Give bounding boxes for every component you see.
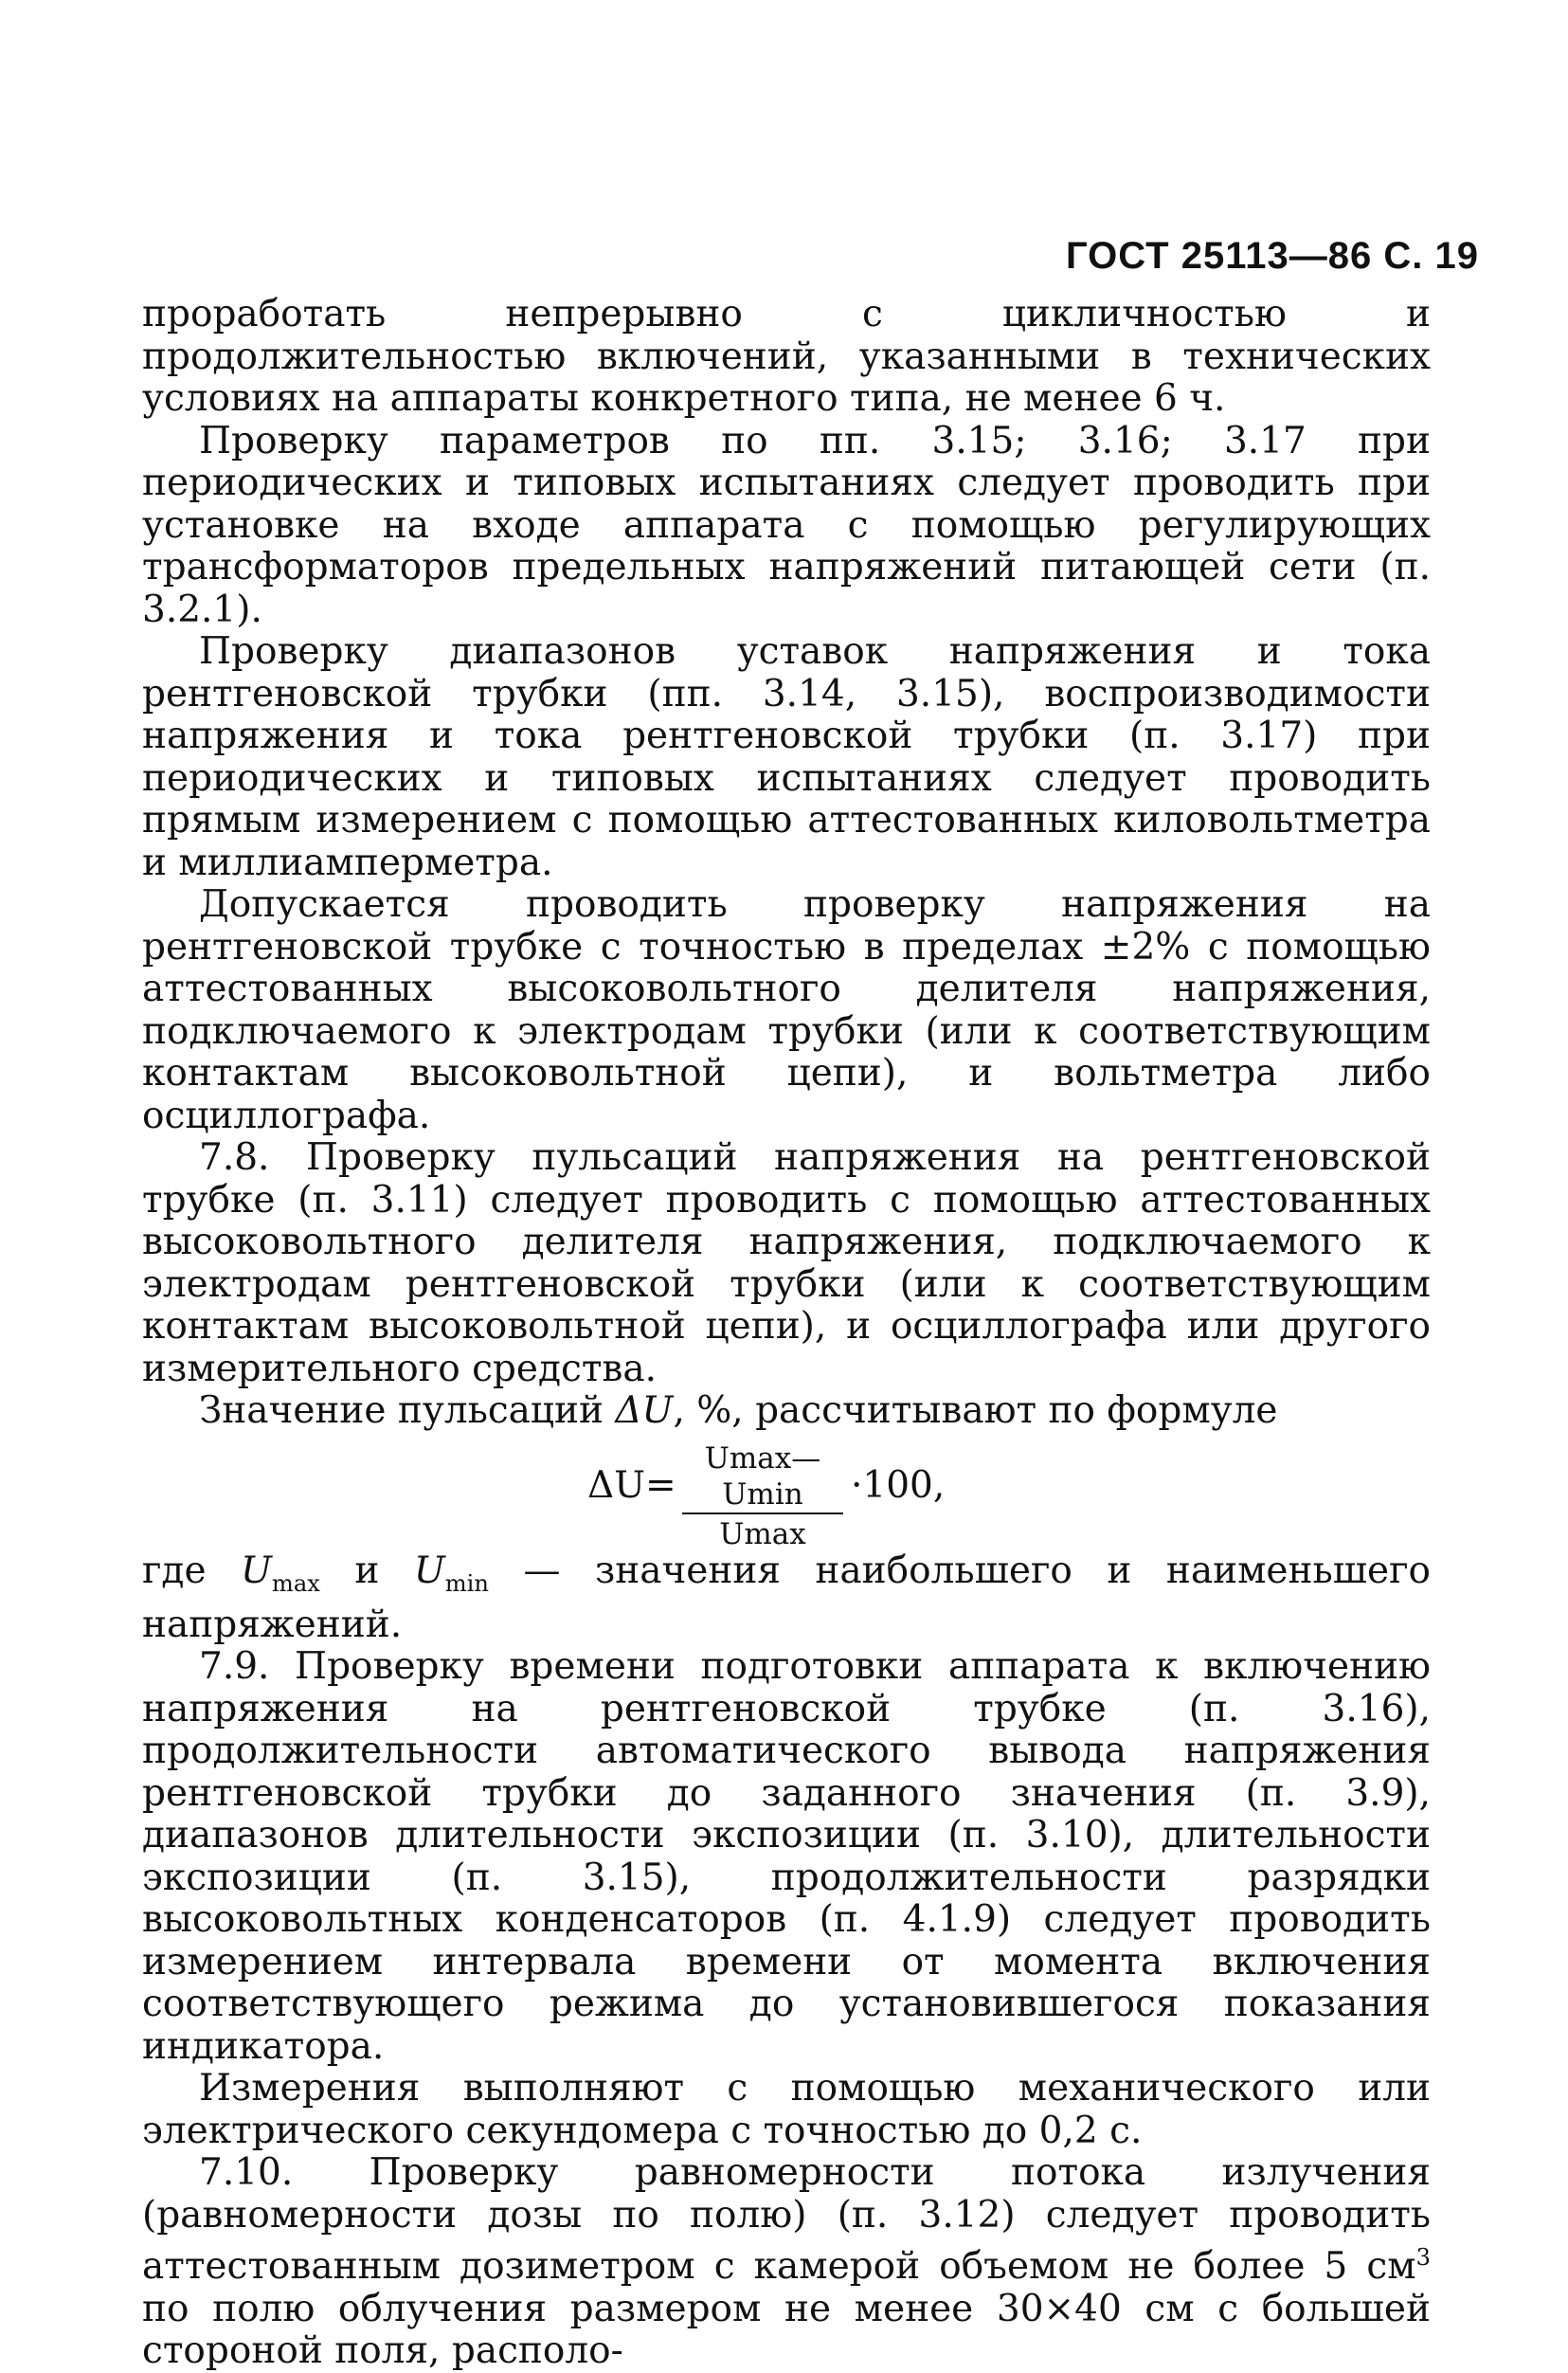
formula-fraction [682,1440,843,1554]
paragraph-ranges-check: Проверку диапазонов уставок напряжения и тока рентгеновской трубки (пп. 3.14, 3.15), воспроизводимости напряжения и тока рентгеновской трубки (п. 3.17) при периодических и типовых испытаниях следует проводить прямым измерением с помощью аттестованных киловольтметра и миллиамперметра. [142,630,1431,884]
delta-u-variable: ΔU [615,1389,674,1432]
page-header: ГОСТ 25113—86 С. 19 [1066,235,1479,277]
formula-lhs: ΔU= [587,1463,676,1507]
formula-rhs: ·100, [851,1463,946,1507]
paragraph-pulsation-formula-intro: Значение пульсаций ΔU, %, рассчитывают по формуле [199,1389,1278,1432]
paragraph-voltage-accuracy: Допускается проводить проверку напряжения на рентгеновской трубке с точностью в пределах ±2% с помощью аттестованных высоковольтного делителя напряжения, подключаемого к электродам трубки (или к соответствующим контактам высоковольтной цепи), и вольтметра либо осциллографа. [142,883,1431,1137]
paragraph-7-8: 7.8. Проверку пульсаций напряжения на рентгеновской трубке (п. 3.11) следует проводить с помощью аттестованных высоковольтного делителя напряжения, подключаемого к электродам рентгеновской трубки (или к соответствующим контактам высоковольтной цепи), и осциллографа или другого измерительного средства. [142,1136,1431,1390]
paragraph-7-9: 7.9. Проверку времени подготовки аппарата к включению напряжения на рентгеновской трубке (п. 3.16), продолжительности автоматического вывода напряжения рентгеновской трубки до заданного значения (п. 3.9), диапазонов длительности экспозиции (п. 3.10), длительности экспозиции (п. 3.15), продолжительности разрядки высоковольтных конденсаторов (п. 4.1.9) следует проводить измерением интервала времени от момента включения соответствующего режима до установившегося показания индикатора. [142,1645,1431,2068]
paragraph-7-10: 7.10. Проверку равномерности потока излучения (равномерности дозы по полю) (п. 3.12) следует проводить аттестованным дозиметром с камерой объемом не более 5 $см^3$ по полю облучения размером не менее 30×40 см с большей стороной поля, располо- [142,2151,1431,2373]
paragraph-parameters-check: Проверку параметров по пп. 3.15; 3.16; 3.17 при периодических и типовых испытаниях следует проводить при установке на входе аппарата с помощью регулирующих трансформаторов предельных напряжений питающей сети (п. 3.2.1). [142,419,1431,631]
paragraph-continuation: проработать непрерывно с цикличностью и продолжительностью включений, указанными в технических условиях на аппараты конкретного типа, не менее 6 ч. [142,293,1431,420]
pulsation-formula [142,1440,1431,1551]
formula-denominator: Umax [719,1516,806,1551]
paragraph-formula-legend: где $U_{max}$ и $U_{min}$ — значения наибольшего и наименьшего напряжений. [142,1549,1431,1646]
paragraph-stopwatch: Измерения выполняют с помощью механического или электрического секундомера с точностью до 0,2 с. [142,2067,1431,2152]
body-text [142,294,1431,2373]
formula-numerator: Umax—Umin [682,1440,843,1514]
